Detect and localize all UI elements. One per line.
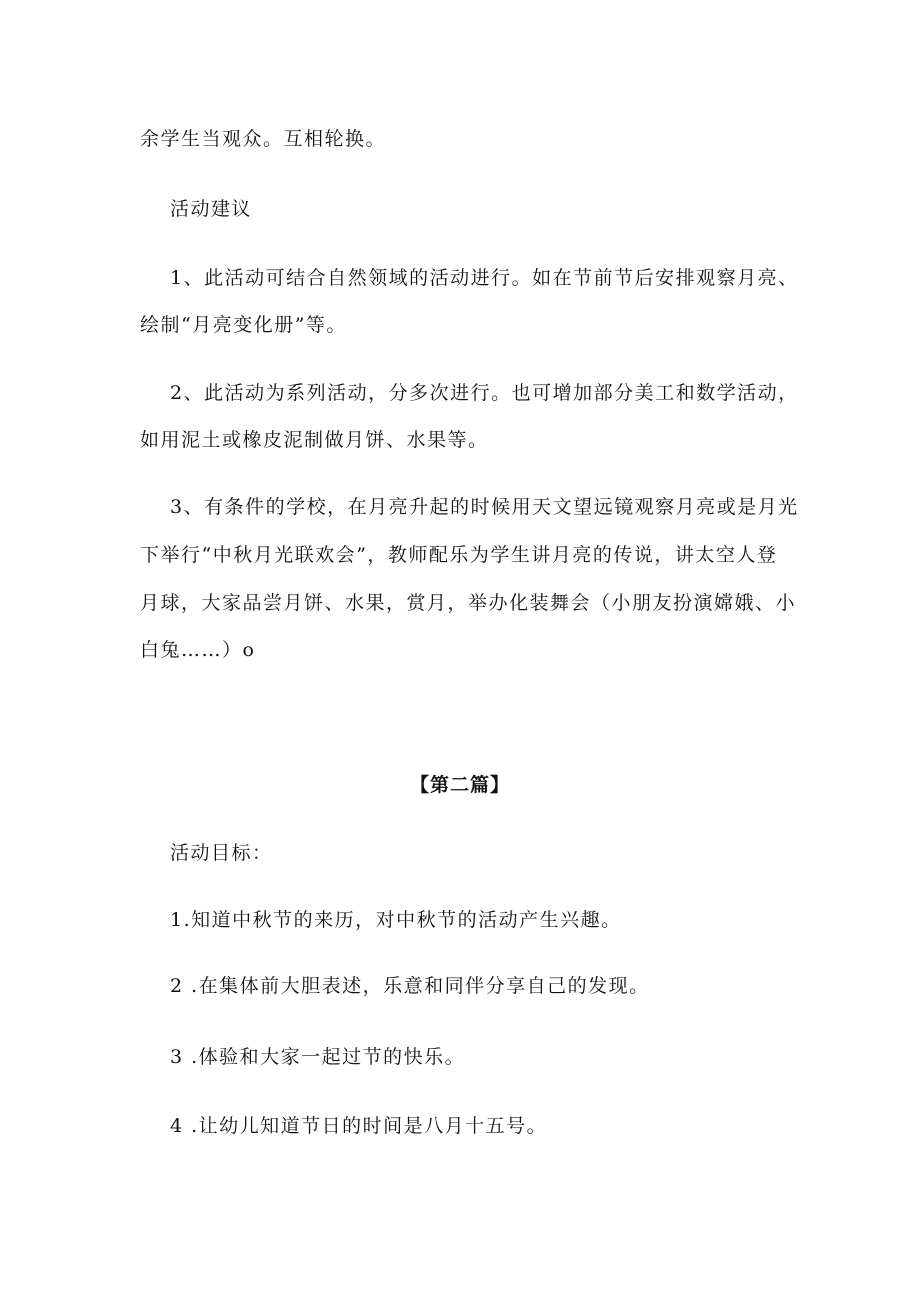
continued-paragraph-line: 余学生当观众。互相轮换。: [140, 128, 387, 150]
goal-item-2: 2 .在集体前大胆表述，乐意和同伴分享自己的发现。: [170, 975, 650, 997]
suggestion-1-line-2: 绘制“月亮变化册”等。: [140, 314, 347, 336]
section-title: 【第二篇】: [409, 774, 510, 796]
suggestion-3-line-4: 白兔……）o: [140, 639, 256, 661]
goals-heading: 活动目标：: [170, 842, 273, 864]
suggestion-3-line-3: 月球，大家品尝月饼、水果，赏月，举办化装舞会（小朋友扮演嫦娥、小: [140, 592, 797, 614]
goal-item-3: 3 .体验和大家一起过节的快乐。: [170, 1046, 466, 1068]
suggestion-2-line-2: 如用泥土或橡皮泥制做月饼、水果等。: [140, 429, 489, 451]
suggestion-3-line-2: 下举行“中秋月光联欢会”，教师配乐为学生讲月亮的传说，讲太空人登: [140, 544, 778, 566]
suggestion-2-line-1: 2、此活动为系列活动，分多次进行。也可增加部分美工和数学活动，: [170, 382, 799, 404]
goal-item-4: 4 .让幼儿知道节日的时间是八月十五号。: [170, 1115, 548, 1137]
suggestions-heading: 活动建议: [170, 198, 253, 220]
suggestion-1-line-1: 1、此活动可结合自然领域的活动进行。如在节前节后安排观察月亮、: [170, 267, 799, 289]
suggestion-3-line-1: 3、有条件的学校，在月亮升起的时候用天文望远镜观察月亮或是月光: [170, 496, 799, 518]
goal-item-1: 1.知道中秋节的来历，对中秋节的活动产生兴趣。: [170, 909, 622, 931]
